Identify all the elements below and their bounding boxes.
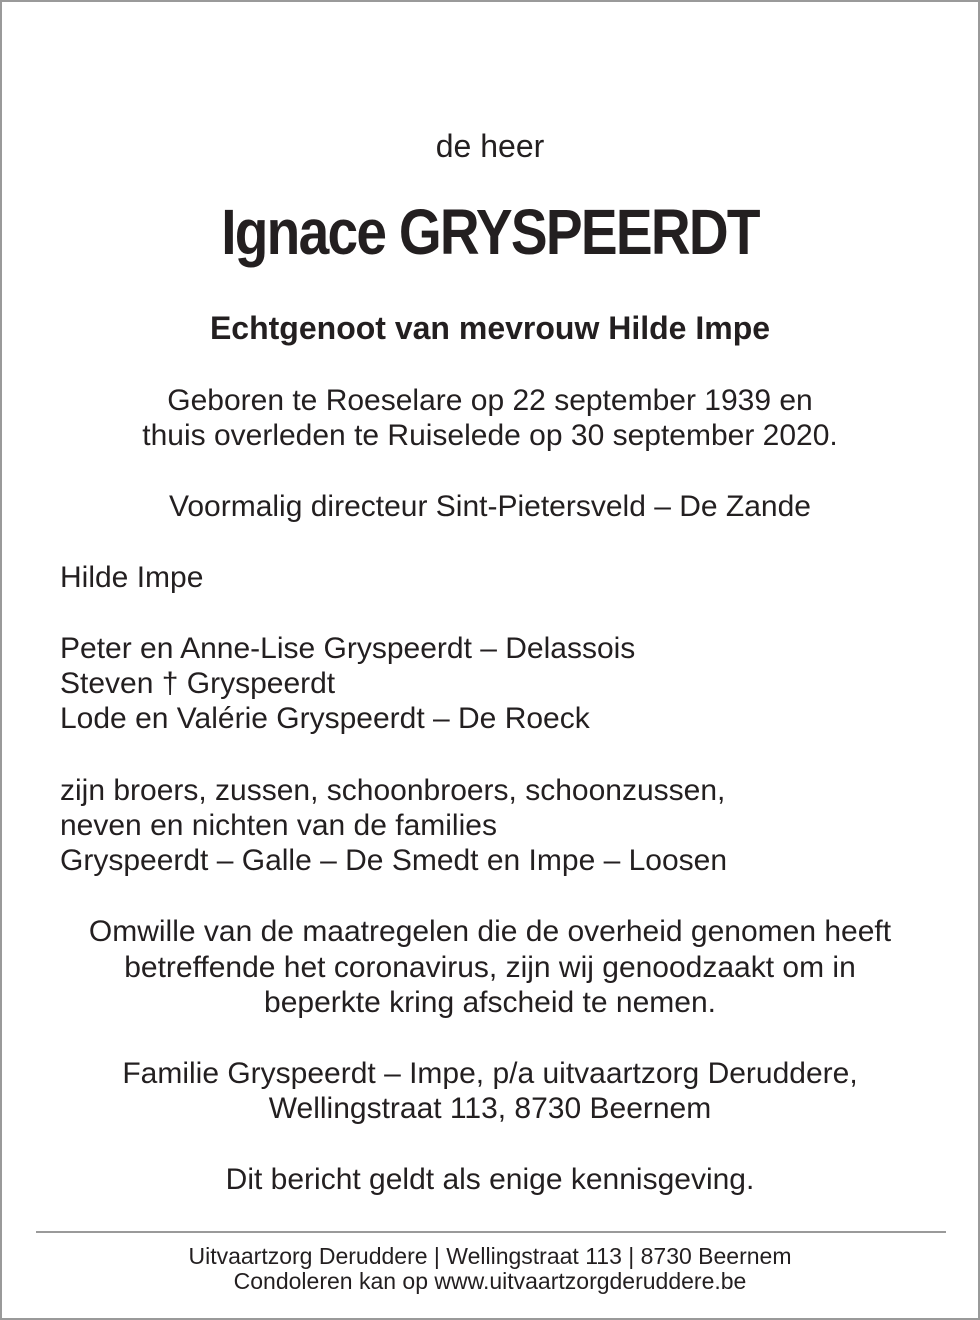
birth-line-1: Geboren te Roeselare op 22 september 1939 en: [167, 384, 813, 417]
child-line: Steven † Gryspeerdt: [60, 667, 336, 700]
covid-message-line: betreffende het coronavirus, zijn wij genoodzaakt om in: [124, 951, 856, 984]
deceased-name: Ignace GRYSPEERDT: [221, 196, 759, 268]
child-line: Peter en Anne-Lise Gryspeerdt – Delassois: [60, 632, 636, 665]
spouse-line: Echtgenoot van mevrouw Hilde Impe: [209, 310, 771, 346]
footer-condolence: Condoleren kan op www.uitvaartzorgderuddere.be: [233, 1268, 747, 1294]
contact-line: Familie Gryspeerdt – Impe, p/a uitvaartzorg Deruddere,: [122, 1057, 858, 1090]
occupation-line: Voormalig directeur Sint-Pietersveld – De Zande: [169, 490, 811, 523]
closing-line: Dit bericht geldt als enige kennisgeving.: [225, 1163, 755, 1196]
contact-line: Wellingstraat 113, 8730 Beernem: [268, 1092, 712, 1125]
footer-address: Uitvaartzorg Deruddere | Wellingstraat 113 | 8730 Beernem: [188, 1243, 792, 1269]
relatives-line: Gryspeerdt – Galle – De Smedt en Impe – Loosen: [60, 844, 728, 877]
covid-message-line: beperkte kring afscheid te nemen.: [264, 986, 716, 1019]
relatives-line: zijn broers, zussen, schoonbroers, schoonzussen,: [60, 774, 726, 807]
birth-line-2: thuis overleden te Ruiselede op 30 september 2020.: [142, 419, 838, 452]
relatives-line: neven en nichten van de families: [60, 809, 497, 842]
family-spouse: Hilde Impe: [60, 561, 204, 594]
footer-divider: [36, 1231, 946, 1233]
honorific: de heer: [435, 128, 545, 164]
child-line: Lode en Valérie Gryspeerdt – De Roeck: [60, 702, 590, 735]
covid-message-line: Omwille van de maatregelen die de overheid genomen heeft: [88, 915, 892, 948]
